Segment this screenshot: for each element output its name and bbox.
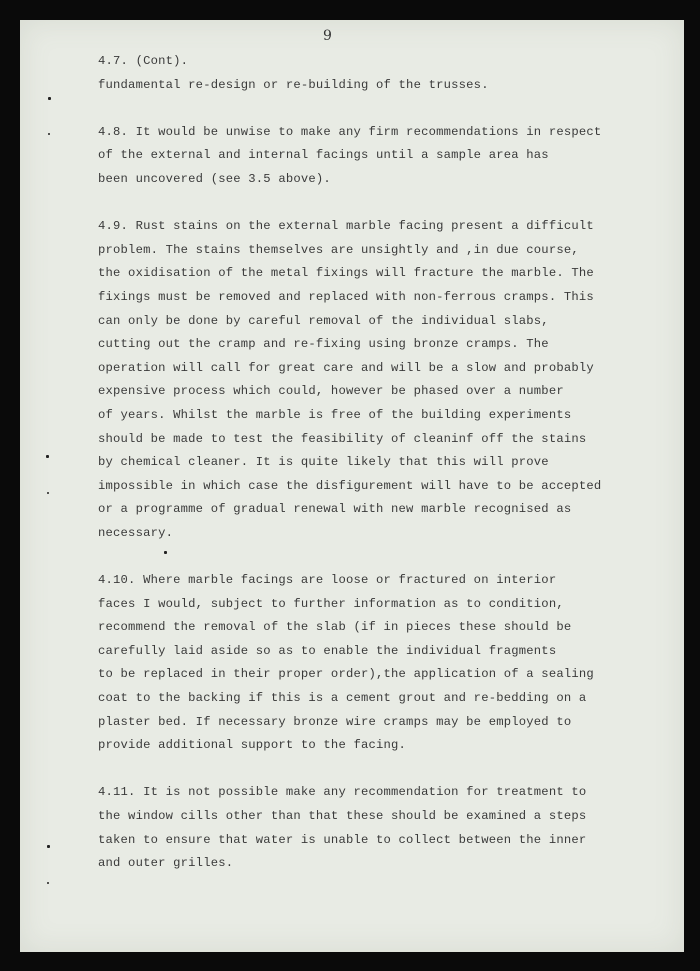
text-line: expensive process which could, however be phased over a number	[98, 384, 564, 399]
margin-mark	[48, 133, 50, 135]
text-line: operation will call for great care and will be a slow and probably	[98, 360, 594, 375]
margin-mark	[48, 97, 51, 100]
text-line: 4.10. Where marble facings are loose or fractured on interior	[98, 573, 557, 588]
text-line: of years. Whilst the marble is free of the building experiments	[98, 407, 572, 422]
margin-mark	[47, 882, 49, 884]
text-line: the oxidisation of the metal fixings will fracture the marble. The	[98, 266, 594, 281]
section-4-7	[98, 50, 658, 97]
text-line: necessary.	[98, 525, 174, 540]
text-line: coat to the backing if this is a cement grout and re-bedding on a	[98, 691, 587, 706]
text-line: carefully laid aside so as to enable the individual fragments	[98, 643, 557, 658]
text-line: plaster bed. If necessary bronze wire cramps may be employed to	[98, 714, 572, 729]
section-4-8	[98, 121, 658, 192]
text-line: been uncovered (see 3.5 above).	[98, 171, 331, 186]
text-line: to be replaced in their proper order),the application of a sealing	[98, 667, 594, 682]
text-line: 4.11. It is not possible make any recommendation for treatment to	[98, 785, 587, 800]
page-number: 9	[323, 28, 332, 44]
document-page	[20, 20, 684, 952]
text-line: provide additional support to the facing.	[98, 738, 407, 753]
text-line: and outer grilles.	[98, 856, 234, 871]
text-line: by chemical cleaner. It is quite likely that this will prove	[98, 455, 549, 470]
section-4-10	[98, 569, 658, 758]
text-line: fixings must be removed and replaced with non-ferrous cramps. This	[98, 289, 594, 304]
text-line: taken to ensure that water is unable to collect between the inner	[98, 832, 587, 847]
text-line: 4.7. (Cont).	[98, 54, 189, 68]
text-line: fundamental re-design or re-building of the trusses.	[98, 77, 489, 92]
text-line: 4.8. It would be unwise to make any firm recommendations in respect	[98, 124, 602, 139]
text-line: cutting out the cramp and re-fixing using bronze cramps. The	[98, 337, 549, 352]
text-line: should be made to test the feasibility of cleaninf off the stains	[98, 431, 587, 446]
margin-mark	[47, 845, 50, 848]
margin-mark	[47, 492, 49, 494]
text-line: the window cills other than that these should be examined a steps	[98, 809, 587, 823]
text-line: recommend the removal of the slab (if in pieces these should be	[98, 620, 572, 635]
text-line: of the external and internal facings until a sample area has	[98, 148, 549, 163]
section-4-9	[98, 215, 658, 545]
text-line: faces I would, subject to further information as to condition,	[98, 596, 564, 611]
text-line: impossible in which case the disfigurement will have to be accepted	[98, 478, 602, 493]
body-text	[98, 50, 658, 876]
text-line: can only be done by careful removal of the individual slabs,	[98, 313, 549, 328]
margin-mark	[46, 455, 49, 458]
section-4-11	[98, 781, 658, 875]
text-line: 4.9. Rust stains on the external marble facing present a difficult	[98, 219, 594, 234]
text-line: or a programme of gradual renewal with new marble recognised as	[98, 502, 572, 517]
text-line: problem. The stains themselves are unsightly and ,in due course,	[98, 242, 579, 257]
